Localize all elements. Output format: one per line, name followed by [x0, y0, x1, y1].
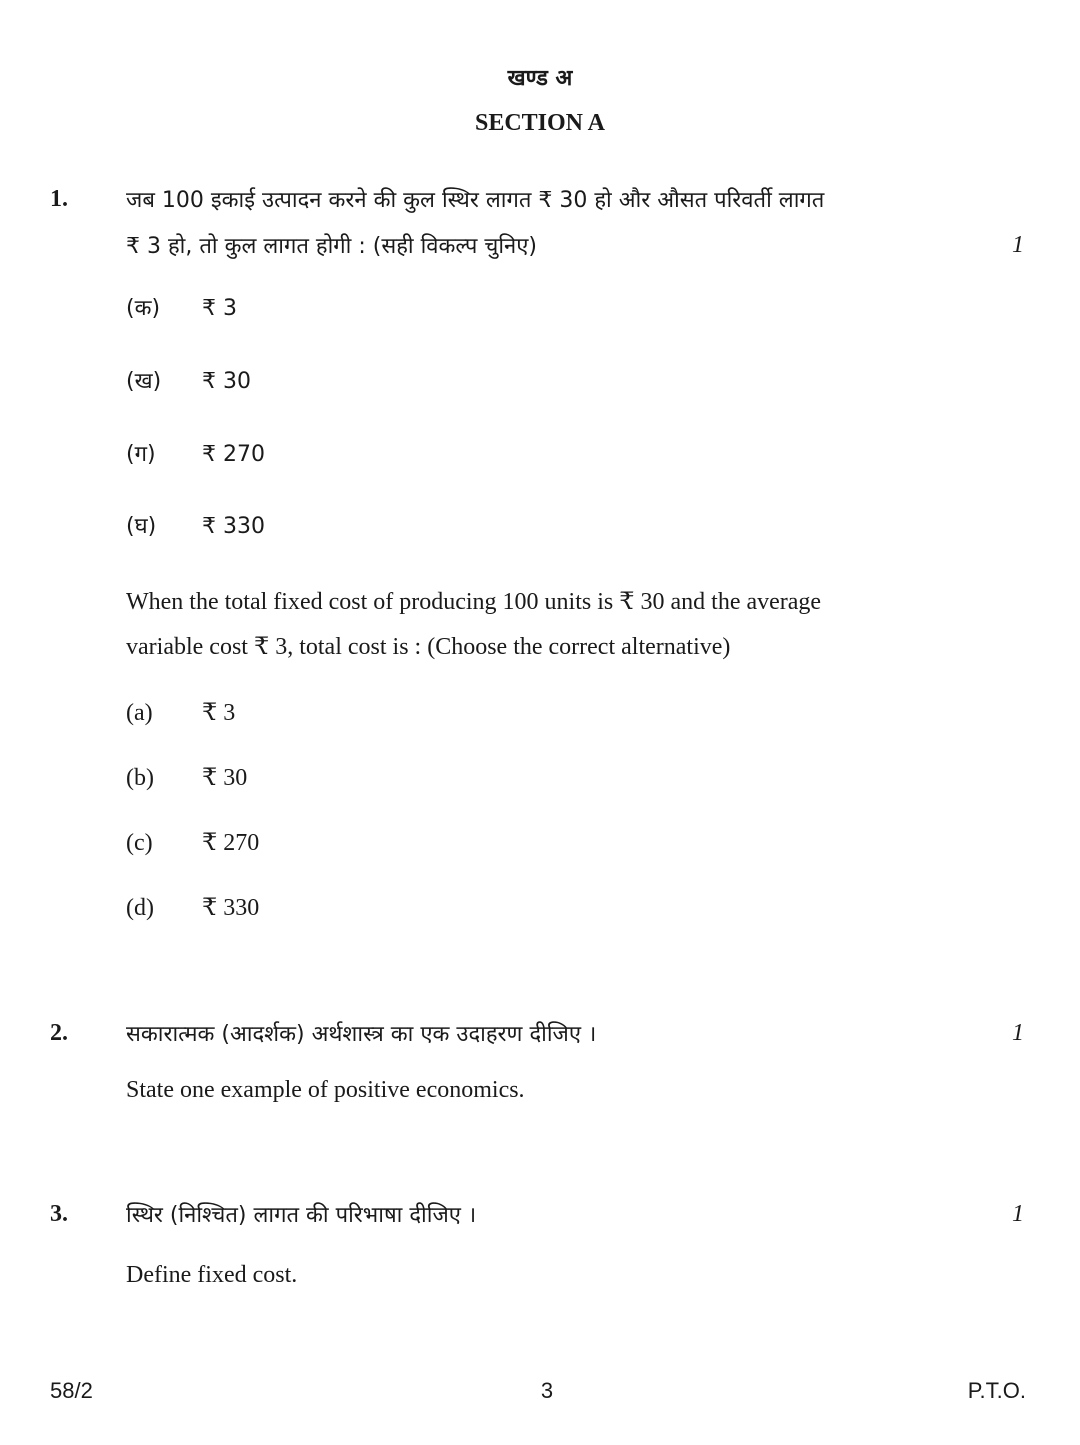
option-label: (d): [126, 895, 154, 921]
option-label: (क): [126, 296, 161, 321]
question-1-hindi-option: [126, 365, 251, 395]
option-value: ₹ 330: [202, 895, 260, 921]
question-1-english-option: [126, 763, 247, 792]
question-1-number: 1.: [50, 186, 68, 212]
question-3-number: 3.: [50, 1201, 68, 1227]
question-2-number: 2.: [50, 1020, 68, 1046]
question-1-english-option: [126, 893, 259, 922]
question-1-english-line-1: When the total fixed cost of producing 100 units is ₹ 30 and the average: [126, 589, 822, 615]
question-1-english-line-2: variable cost ₹ 3, total cost is : (Choose the correct alternative): [126, 634, 731, 660]
question-1-marks: 1: [1012, 232, 1024, 258]
option-value: ₹ 270: [202, 442, 265, 467]
option-value: ₹ 3: [202, 700, 236, 726]
question-2-marks: 1: [1012, 1020, 1024, 1046]
section-heading-hindi: खण्ड अ: [507, 66, 573, 91]
question-1-hindi-option: [126, 292, 237, 322]
section-heading-english: SECTION A: [474, 110, 606, 136]
question-3-hindi: स्थिर (निश्चित) लागत की परिभाषा दीजिए ।: [126, 1203, 477, 1228]
question-3-marks: 1: [1012, 1201, 1024, 1227]
question-1-hindi-option: [126, 438, 265, 468]
footer-paper-code: 58/2: [50, 1378, 93, 1403]
option-label: (घ): [126, 514, 157, 539]
footer-pto: P.T.O.: [967, 1378, 1026, 1403]
question-2-hindi: सकारात्मक (आदर्शक) अर्थशास्त्र का एक उदाहरण दीजिए ।: [126, 1022, 597, 1047]
footer-page-number: 3: [540, 1378, 554, 1403]
option-label: (ख): [126, 369, 162, 394]
option-value: ₹ 270: [202, 830, 260, 856]
option-label: (a): [126, 700, 153, 726]
option-label: (ग): [126, 442, 156, 467]
question-1-hindi-option: [126, 510, 265, 540]
question-1-hindi-line-1: जब 100 इकाई उत्पादन करने की कुल स्थिर लागत ₹ 30 हो और औसत परिवर्ती लागत: [126, 188, 825, 213]
option-value: ₹ 3: [202, 296, 237, 321]
option-value: ₹ 30: [202, 765, 248, 791]
question-1-english-option: [126, 828, 259, 857]
question-1-english-option: [126, 698, 235, 727]
question-3-english: Define fixed cost.: [126, 1262, 298, 1288]
question-1-hindi-line-2: ₹ 3 हो, तो कुल लागत होगी : (सही विकल्प चुनिए): [126, 234, 537, 259]
option-label: (b): [126, 765, 154, 791]
option-value: ₹ 330: [202, 514, 265, 539]
option-label: (c): [126, 830, 153, 856]
question-2-english: State one example of positive economics.: [126, 1077, 525, 1103]
option-value: ₹ 30: [202, 369, 251, 394]
